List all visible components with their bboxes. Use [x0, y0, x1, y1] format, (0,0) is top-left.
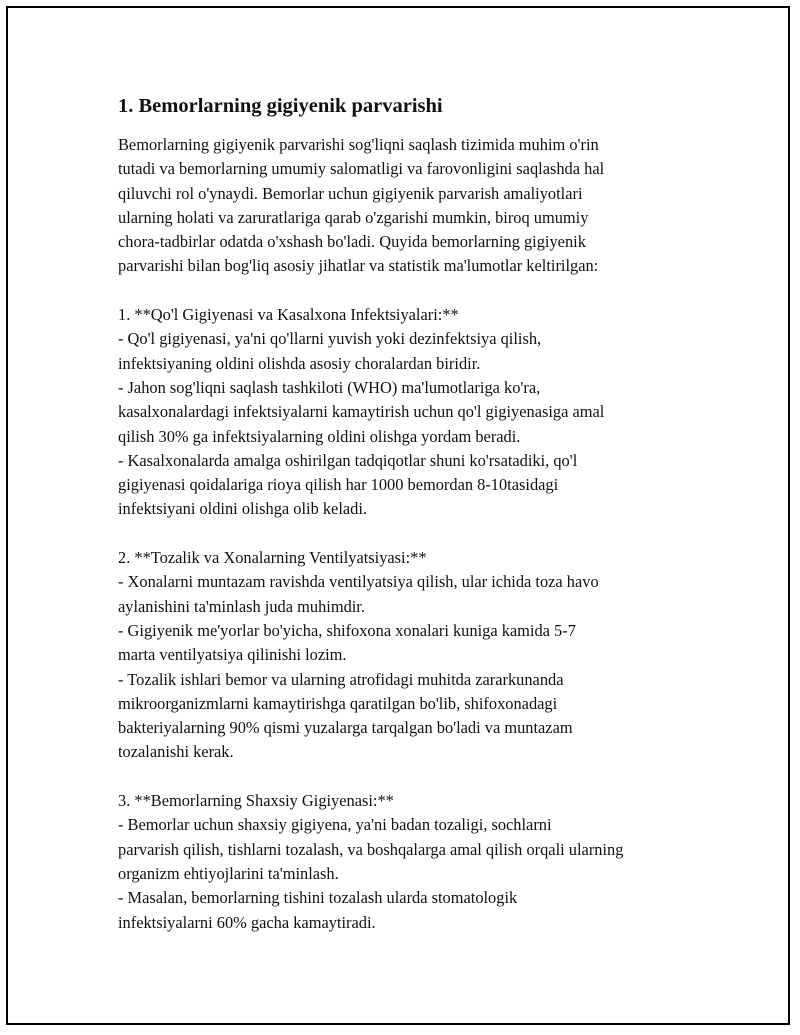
section-hand-hygiene [118, 303, 708, 522]
section-ventilation [118, 546, 708, 765]
section-bullet: - Xonalarni muntazam ravishda ventilyatsiya qilish, ular ichida toza havo aylanishini ta'minlash juda muhimdir. [118, 572, 599, 616]
section-title: 2. **Tozalik va Xonalarning Ventilyatsiyasi:** [118, 548, 427, 568]
section-bullet: - Gigiyenik me'yorlar bo'yicha, shifoxona xonalari kuniga kamida 5-7 marta ventilyatsiya qilinishi lozim. [118, 620, 576, 665]
section-bullet: - Tozalik ishlari bemor va ularning atrofidagi muhitda zararkunanda mikroorganizmlarni kamaytirishga qaratilgan bo'lib, shifoxonadagi bakteriyalarning 90% qismi yuzalarga tarqalgan bo'ladi va muntazam tozalanishi kerak. [118, 669, 573, 762]
section-personal-hygiene [118, 789, 708, 935]
section-bullet: - Bemorlar uchun shaxsiy gigiyena, ya'ni badan tozaligi, sochlarni parvarish qilish, tishlarni tozalash, va boshqalarga amal qilish orqali ularning organizm ehtiyojlarini ta'minlash. [118, 815, 624, 883]
document-heading: 1. Bemorlarning gigiyenik parvarishi [118, 95, 443, 117]
section-title: 1. **Qo'l Gigiyenasi va Kasalxona Infektsiyalari:** [118, 305, 459, 325]
intro-paragraph: Bemorlarning gigiyenik parvarishi sog'liqni saqlash tizimida muhim o'rin tutadi va bemorlarning umumiy salomatligi va farovonligini saqlashda hal qiluvchi rol o'ynaydi. Bemorlar uchun gigiyenik parvarish amaliyotlari ularning holati va zaruratlariga qarab o'zgarishi mumkin, biroq umumiy chora-tadbirlar odatda o'xshash bo'ladi. Quyida bemorlarning gigiyenik parvarishi bilan bog'liq asosiy jihatlar va statistik ma'lumotlar keltirilgan: [118, 135, 605, 276]
section-bullet: - Kasalxonalarda amalga oshirilgan tadqiqotlar shuni ko'rsatadiki, qo'l gigiyenasi qoidalariga rioya qilish har 1000 bemordan 8-10tasidagi infektsiyani oldini olishga olib keladi. [118, 450, 578, 519]
section-bullet: - Qo'l gigiyenasi, ya'ni qo'llarni yuvish yoki dezinfektsiya qilish, infektsiyaning oldini olishda asosiy choralardan biridir. [118, 329, 542, 373]
section-title: 3. **Bemorlarning Shaxsiy Gigiyenasi:** [118, 791, 394, 811]
document-body [118, 92, 708, 935]
section-bullet: - Jahon sog'liqni saqlash tashkiloti (WHO) ma'lumotlariga ko'ra, kasalxonalardagi infektsiyalarni kamaytirish uchun qo'l gigiyenasiga amal qilish 30% ga infektsiyalarning oldini olishga yordam beradi. [118, 377, 605, 446]
section-bullet: - Masalan, bemorlarning tishini tozalash ularda stomatologik infektsiyalarni 60% gacha kamaytiradi. [118, 888, 518, 932]
